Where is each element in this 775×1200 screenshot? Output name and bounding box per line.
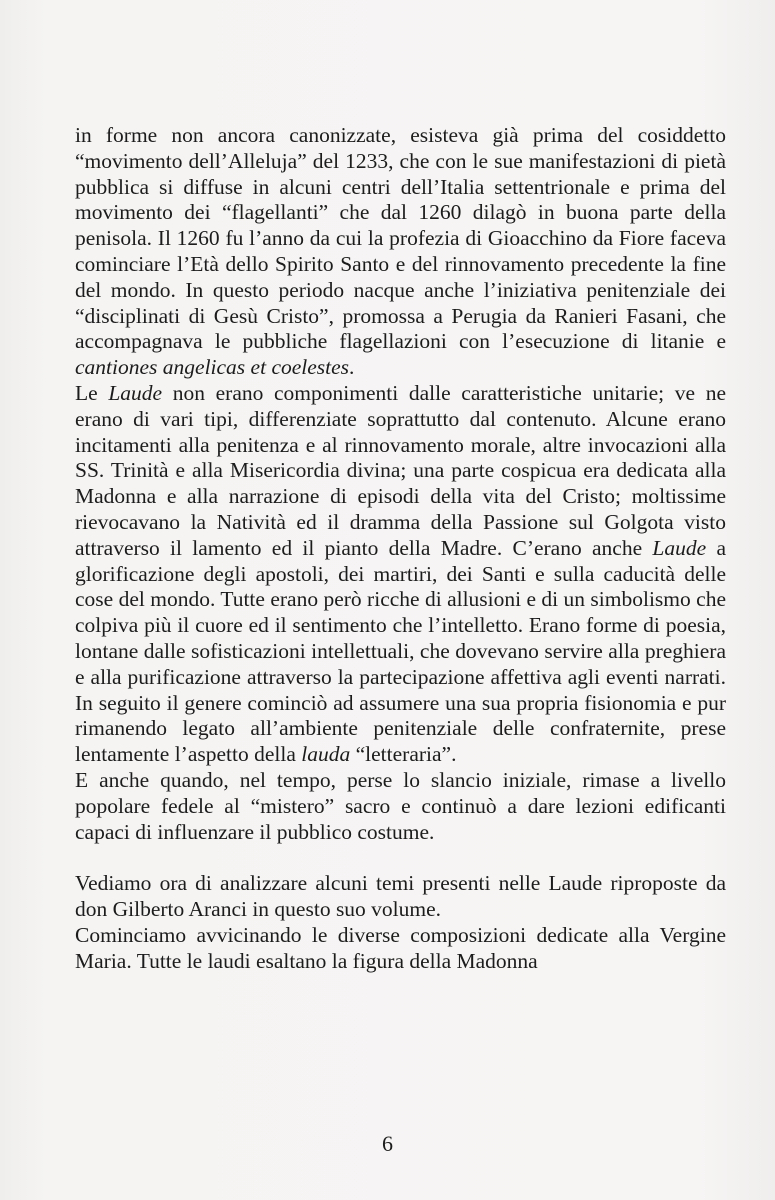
page-number: 6: [382, 1131, 393, 1156]
paragraph-2-text-b: non erano componimenti dalle caratteristiche unitarie; ve ne erano di vari tipi, differenziate soprattutto dal contenuto. Alcune erano incitamenti alla penitenza e al rinnovamento morale, altre invocazioni alla SS. Trinità e alla Misericordia divina; una parte cospicua era dedicata alla Madonna e alla narrazione di episodi della vita del Cristo; moltissime rievocavano la Natività ed il dramma della Passione sul Golgota visto attraverso il lamento ed il pianto della Madre. C’erano anche: [75, 380, 726, 560]
paragraph-1-italic: cantiones angelicas et coelestes: [75, 355, 350, 380]
paragraph-1-text: in forme non ancora canonizzate, esisteva già prima del cosiddetto “movimento dell’Alleluja” del 1233, che con le sue manifestazioni di pietà pubblica si diffuse in alcuni centri dell’Italia settentrionale e prima del movimento dei “flagellanti” che dal 1260 dilagò in buona parte della penisola. Il 1260 fu l’anno da cui la profezia di Gioacchino da Fiore faceva cominciare l’Età dello Spirito Santo e del rinnovamento precedente la fine del mondo. In questo periodo nacque anche l’iniziativa penitenziale dei “disciplinati di Gesù Cristo”, promossa a Perugia da Ranieri Fasani, che accompagnava le pubbliche flagellazioni con l’esecuzione di litanie e: [75, 123, 726, 354]
paragraph-2-text-a: Le: [75, 380, 109, 405]
paragraph-3: [75, 768, 726, 845]
paragraph-1-end: .: [349, 355, 355, 380]
paragraph-2-italic-b: Laude: [652, 535, 707, 560]
paragraph-spacer: [75, 845, 726, 871]
paragraph-2-text-c: a glorificazione degli apostoli, dei martiri, dei Santi e sulla caducità delle cose del mondo. Tutte erano però ricche di allusioni e di un simbolismo che colpiva più il cuore ed il sentimento che l’intelletto. Erano forme di poesia, lontane dalle sofisticazioni intellettuali, che dovevano servire alla preghiera e alla purificazione attraverso la partecipazione affettiva agli eventi narrati. In seguito il genere cominciò ad assumere una sua propria fisionomia e pur rimanendo legato all’ambiente penitenziale delle confraternite, prese lentamente l’aspetto della: [75, 535, 726, 767]
paragraph-2-italic-a: Laude: [108, 380, 163, 405]
paragraph-5: [75, 923, 726, 975]
paragraph-4-text: Vediamo ora di analizzare alcuni temi presenti nelle Laude riproposte da don Gilberto Aranci in questo suo volume.: [75, 871, 726, 921]
paragraph-3-text: E anche quando, nel tempo, perse lo slancio iniziale, rimase a livello popolare fedele al “mistero” sacro e continuò a dare lezioni edificanti capaci di influenzare il pubblico costume.: [75, 767, 726, 844]
paragraph-2: [75, 381, 726, 768]
paragraph-2-text-d: “letteraria”.: [350, 742, 457, 767]
body-text: [75, 123, 726, 974]
paragraph-5-text: Cominciamo avvicinando le diverse composizioni dedicate alla Vergine Maria. Tutte le laudi esaltano la figura della Madonna: [75, 922, 726, 973]
paragraph-2-italic-c: lauda: [301, 742, 351, 767]
paragraph-1: [75, 123, 726, 381]
paragraph-4: [75, 871, 726, 923]
